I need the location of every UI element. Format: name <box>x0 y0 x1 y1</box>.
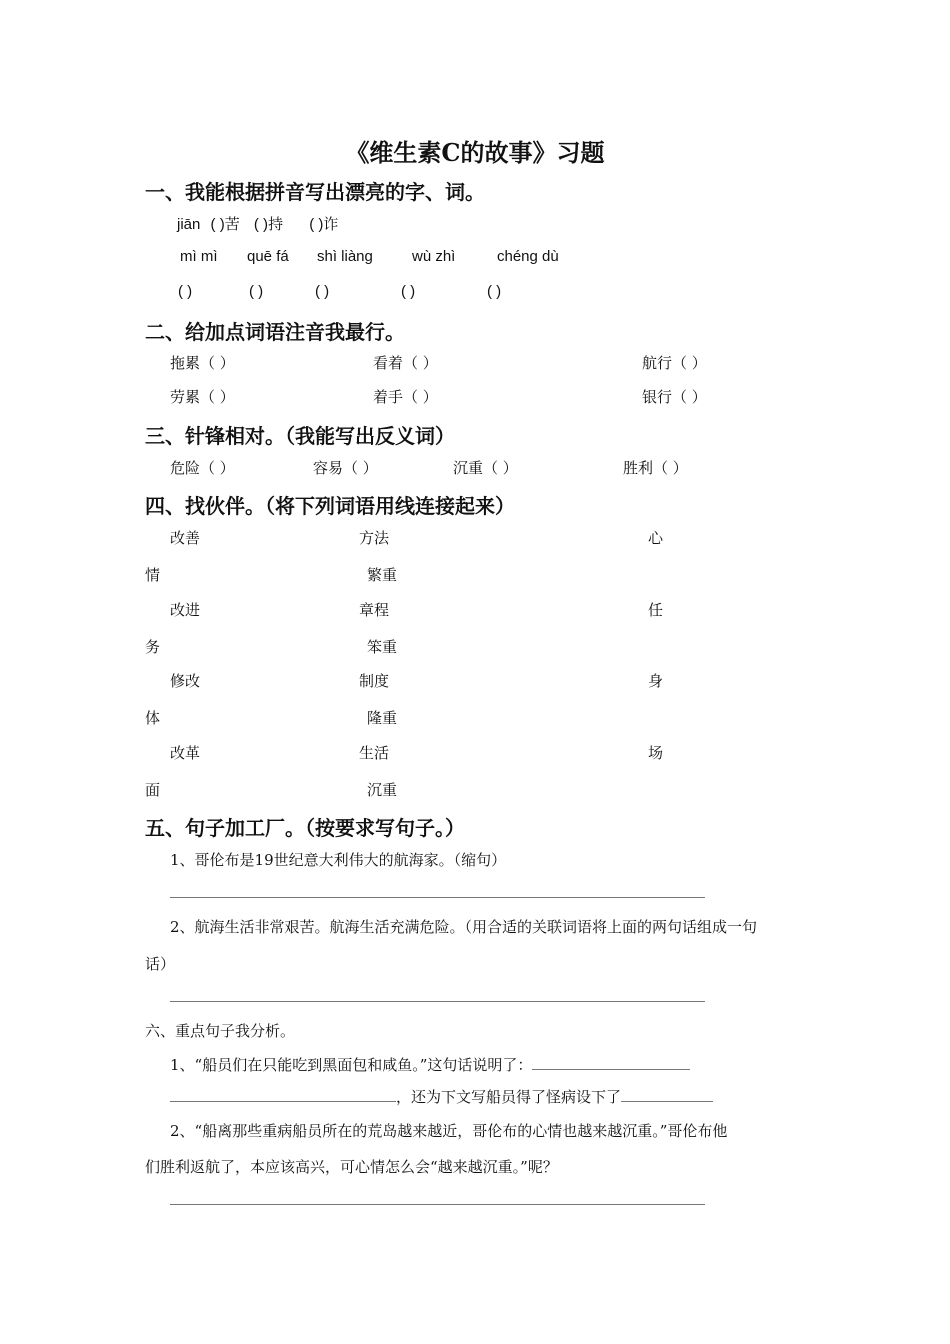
annotate-item[interactable]: 航行（ ） <box>642 354 707 372</box>
match-word[interactable]: 身 <box>648 672 664 690</box>
question-6-1-text: 1、“船员们在只能吃到黑面包和咸鱼。”这句话说明了： <box>170 1056 533 1074</box>
answer-line[interactable] <box>170 1087 396 1102</box>
annotate-item[interactable]: 银行（ ） <box>642 388 707 406</box>
char-zha: 诈 <box>323 216 339 233</box>
pinyin-word-5: chéng dù <box>497 248 559 265</box>
question-5-2: 2、航海生活非常艰苦。航海生活充满危险。（用合适的关联词语将上面的两句话组成一句 <box>170 918 758 936</box>
match-word[interactable]: 体 <box>145 709 161 727</box>
pinyin-word-2: quē fá <box>247 248 289 265</box>
page-title: 《维生素C的故事》习题 <box>345 138 605 167</box>
section-1-heading: 一、我能根据拼音写出漂亮的字、词。 <box>145 180 485 204</box>
match-word[interactable]: 沉重 <box>367 781 398 799</box>
match-word[interactable]: 改革 <box>170 744 201 762</box>
answer-blank[interactable]: ( ) <box>253 216 269 233</box>
answer-line[interactable] <box>621 1087 713 1102</box>
antonym-item[interactable]: 危险（ ） <box>170 459 235 477</box>
section-6-heading: 六、重点句子我分析。 <box>145 1022 296 1040</box>
match-word[interactable]: 务 <box>145 638 161 656</box>
annotate-item[interactable]: 看着（ ） <box>373 354 438 372</box>
answer-blank[interactable]: ( ) <box>210 216 225 233</box>
section-3-heading: 三、针锋相对。（我能写出反义词） <box>145 424 455 448</box>
answer-line[interactable] <box>170 1204 705 1205</box>
annotate-item[interactable]: 劳累（ ） <box>170 388 235 406</box>
match-word[interactable]: 繁重 <box>367 566 398 584</box>
match-word[interactable]: 方法 <box>359 529 390 547</box>
antonym-item[interactable]: 容易（ ） <box>313 459 378 477</box>
match-word[interactable]: 章程 <box>359 601 390 619</box>
char-ku: 苦 <box>224 216 240 233</box>
answer-blank[interactable]: ( ) <box>178 283 193 300</box>
match-word[interactable]: 生活 <box>359 744 390 762</box>
section-4-heading: 四、找伙伴。（将下列词语用线连接起来） <box>145 494 515 518</box>
antonym-item[interactable]: 沉重（ ） <box>453 459 518 477</box>
match-word[interactable]: 改进 <box>170 601 201 619</box>
match-word[interactable]: 隆重 <box>367 709 398 727</box>
question-6-1 <box>170 1054 690 1075</box>
answer-line[interactable] <box>170 897 705 898</box>
annotate-item[interactable]: 着手（ ） <box>373 388 438 406</box>
question-6-2-cont: 们胜利返航了，本应该高兴，可心情怎么会“越来越沉重。”呢？ <box>145 1158 558 1176</box>
answer-blank[interactable]: ( ) <box>401 283 416 300</box>
answer-blank[interactable]: ( ) <box>249 283 264 300</box>
match-word[interactable]: 情 <box>145 566 161 584</box>
match-word[interactable]: 场 <box>648 744 664 762</box>
pinyin-word-4: wù zhì <box>412 248 456 265</box>
pinyin-word-3: shì liàng <box>317 248 373 265</box>
section-5-heading: 五、句子加工厂。（按要求写句子。） <box>145 816 465 840</box>
char-chi: 持 <box>268 216 284 233</box>
question-5-2-cont: 话） <box>145 955 176 973</box>
match-word[interactable]: 面 <box>145 781 161 799</box>
match-word[interactable]: 制度 <box>359 672 390 690</box>
answer-blank[interactable]: ( ) <box>487 283 502 300</box>
match-word[interactable]: 任 <box>648 601 664 619</box>
answer-blank[interactable]: ( ) <box>309 216 324 233</box>
section-2-heading: 二、给加点词语注音我最行。 <box>145 320 405 344</box>
answer-line[interactable] <box>170 1001 705 1002</box>
match-word[interactable]: 笨重 <box>367 638 398 656</box>
question-6-1-cont <box>170 1086 713 1107</box>
question-5-1: 1、哥伦布是19世纪意大利伟大的航海家。（缩句） <box>170 851 507 869</box>
answer-blank[interactable]: ( ) <box>315 283 330 300</box>
match-word[interactable]: 修改 <box>170 672 201 690</box>
question-6-1-text-2: ，还为下文写船员得了怪病设下了 <box>396 1088 622 1106</box>
match-word[interactable]: 心 <box>648 529 664 547</box>
answer-line[interactable] <box>532 1055 690 1070</box>
match-word[interactable]: 改善 <box>170 529 201 547</box>
annotate-item[interactable]: 拖累（ ） <box>170 354 235 372</box>
question-6-2: 2、“船离那些重病船员所在的荒岛越来越近，哥伦布的心情也越来越沉重。”哥伦布他 <box>170 1122 728 1140</box>
pinyin-word-1: mì mì <box>180 248 218 265</box>
pinyin-row-1 <box>177 213 338 234</box>
pinyin-jian: jiān <box>177 216 201 233</box>
antonym-item[interactable]: 胜利（ ） <box>623 459 688 477</box>
